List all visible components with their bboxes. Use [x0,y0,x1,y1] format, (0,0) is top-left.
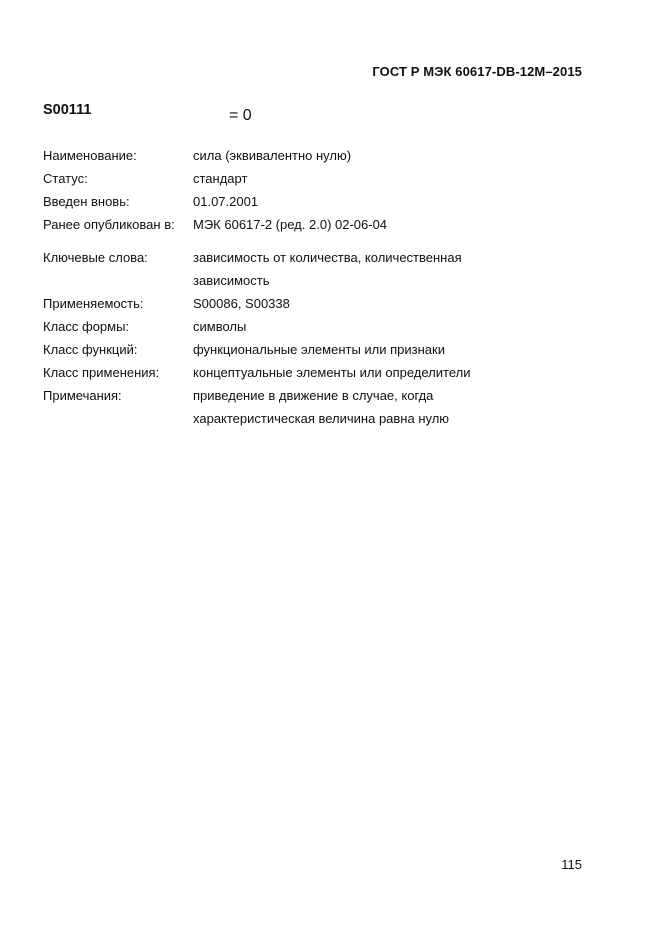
field-label: Статус: [43,171,88,186]
field-value: 01.07.2001 [193,194,259,209]
page-number: 115 [561,857,582,872]
field-label: Ранее опубликован в: [43,217,175,232]
field-label: Ключевые слова: [43,250,148,265]
symbol-code: S00111 [43,102,92,118]
field-label: Применяемость: [43,296,144,311]
field-value: стандарт [193,171,248,186]
field-label: Наименование: [43,148,137,163]
symbol-graphic: = 0 [229,107,252,124]
field-value: характеристическая величина равна нулю [193,411,450,426]
field-value: зависимость [193,273,270,288]
field-value: функциональные элементы или признаки [193,342,445,357]
document-header: ГОСТ Р МЭК 60617-DB-12M–2015 [372,64,582,79]
field-value: S00086, S00338 [193,296,290,311]
field-label: Класс применения: [43,365,160,380]
field-value: сила (эквивалентно нулю) [193,148,352,163]
field-label: Введен вновь: [43,194,130,209]
field-value: приведение в движение в случае, когда [193,388,434,403]
field-label: Примечания: [43,388,122,403]
field-value: МЭК 60617-2 (ред. 2.0) 02-06-04 [193,217,388,232]
field-value: зависимость от количества, количественная [193,250,462,265]
field-value: концептуальные элементы или определители [193,365,471,380]
field-label: Класс формы: [43,319,130,334]
field-label: Класс функций: [43,342,138,357]
field-value: символы [193,319,247,334]
